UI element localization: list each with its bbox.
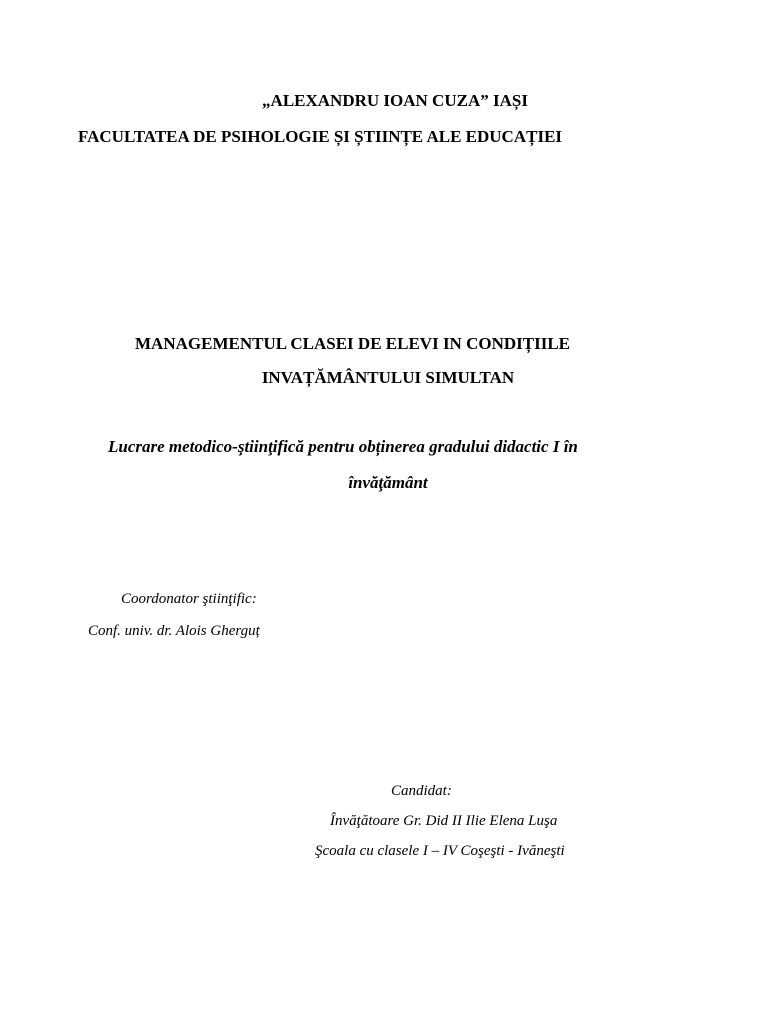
faculty-name: FACULTATEA DE PSIHOLOGIE ȘI ȘTIINȚE ALE EDUCAȚIEI xyxy=(78,127,563,146)
candidate-school: Şcoala cu clasele I – IV Coşeşti - Ivăneşti xyxy=(315,843,565,859)
candidate-label: Candidat: xyxy=(391,783,452,799)
candidate-name: Învăţătoare Gr. Did II Ilie Elena Luşa xyxy=(330,813,558,829)
coordinator-name: Conf. univ. dr. Alois Gherguț xyxy=(88,623,260,639)
thesis-subtitle-line1: Lucrare metodico-ştiinţifică pentru obținerea gradului didactic I în xyxy=(108,437,578,456)
thesis-subtitle-line2: învăţământ xyxy=(348,473,428,492)
thesis-title-line1: MANAGEMENTUL CLASEI DE ELEVI IN CONDIȚIILE xyxy=(135,334,571,353)
coordinator-label: Coordonator ştiinţific: xyxy=(121,591,257,607)
thesis-title-line2: INVAȚĂMÂNTULUI SIMULTAN xyxy=(261,368,515,387)
university-name: „ALEXANDRU IOAN CUZA” IAȘI xyxy=(262,91,528,110)
